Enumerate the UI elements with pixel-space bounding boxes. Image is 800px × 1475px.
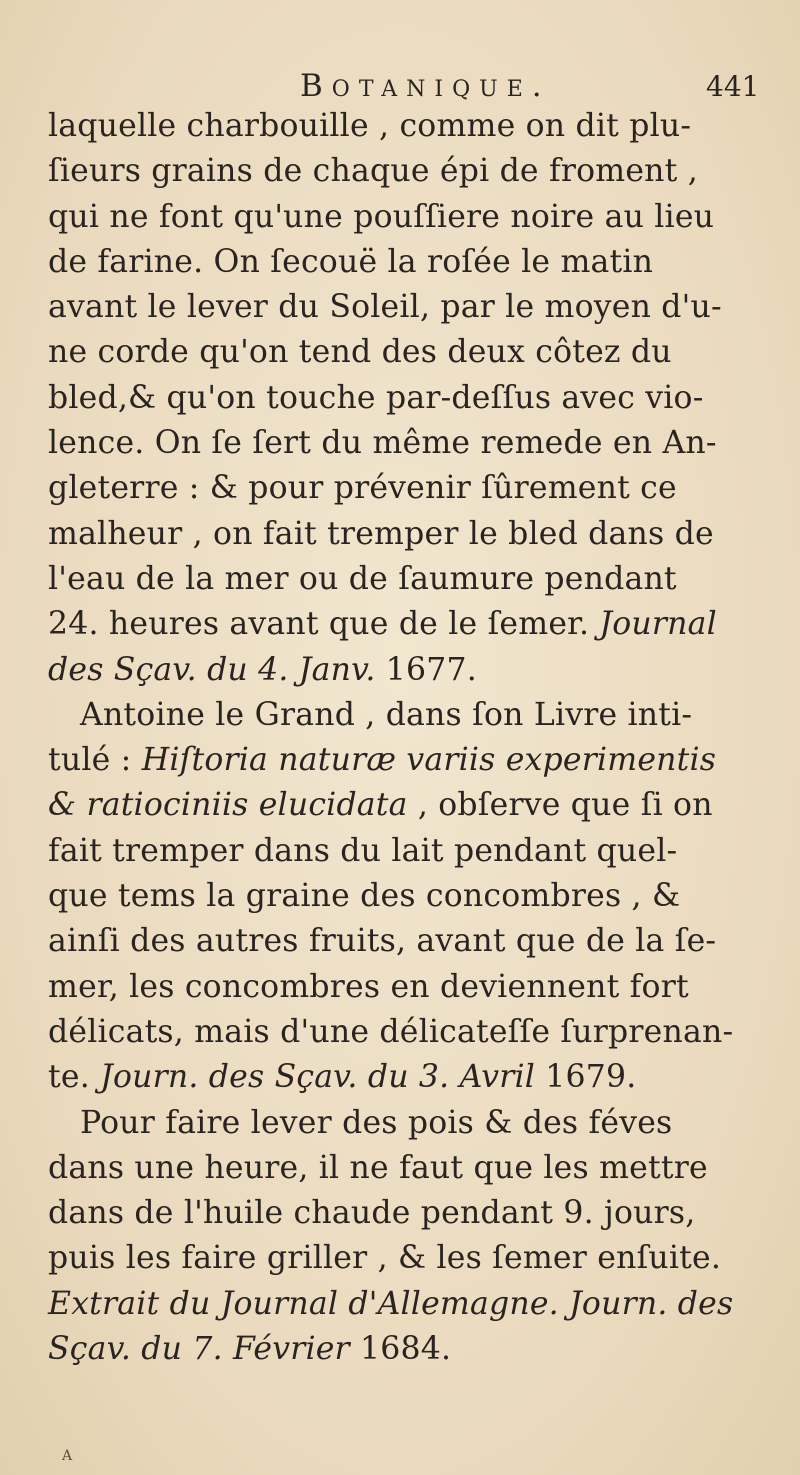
italic-citation: & ratiociniis elucidata — [48, 787, 408, 824]
text-line — [48, 376, 788, 421]
running-head — [0, 68, 800, 108]
text-segment: mer, les concombres en deviennent fort — [48, 968, 689, 1005]
text-segment: 1684. — [349, 1331, 452, 1368]
italic-citation: Journal — [599, 606, 717, 643]
text-line — [48, 512, 788, 557]
text-segment: de farine. On ſecouë la roſée le matin — [48, 243, 654, 280]
text-line — [48, 1327, 788, 1372]
italic-citation: Sçav. du 7. Février — [48, 1331, 350, 1368]
text-segment: dans de l'huile chaude pendant 9. jours, — [48, 1195, 696, 1232]
text-segment: avant le lever du Soleil, par le moyen d'u- — [48, 289, 722, 326]
italic-citation: Hiſtoria naturæ variis experimentis — [141, 742, 717, 779]
text-segment: te. — [48, 1059, 101, 1096]
text-segment: ſieurs grains de chaque épi de froment , — [48, 153, 698, 190]
signature-mark: A — [62, 1448, 73, 1464]
text-segment: lence. On ſe ſert du même remede en An- — [48, 425, 717, 462]
text-line — [48, 104, 788, 149]
text-segment: l'eau de la mer ou de ſaumure pendant — [48, 560, 677, 597]
text-segment: ainſi des autres fruits, avant que de la ſe- — [48, 923, 717, 960]
text-line — [48, 648, 788, 693]
text-segment: fait tremper dans du lait pendant quel- — [48, 832, 678, 869]
text-segment: 24. heures avant que de le ſemer. — [48, 606, 600, 643]
text-segment: bled,& qu'on touche par-deſſus avec vio- — [48, 379, 704, 416]
page-number: 441 — [706, 70, 760, 103]
text-line — [48, 874, 788, 919]
text-line — [48, 602, 788, 647]
text-segment: Antoine le Grand , dans ſon Livre inti- — [80, 696, 693, 733]
italic-citation: des Sçav. du 4. Janv. — [48, 651, 376, 688]
italic-citation: Extrait du Journal d'Allemagne. Journ. des — [48, 1285, 734, 1322]
text-segment: Pour faire lever des pois & des féves — [80, 1104, 673, 1141]
text-segment: 1677. — [375, 651, 477, 688]
text-line — [48, 466, 788, 511]
text-line — [48, 557, 788, 602]
text-line — [48, 1191, 788, 1236]
text-line — [48, 240, 788, 285]
text-line — [48, 738, 788, 783]
text-segment: tulé : — [48, 742, 142, 779]
text-segment: ne corde qu'on tend des deux côtez du — [48, 334, 672, 371]
text-segment: dans une heure, il ne faut que les mettre — [48, 1149, 708, 1186]
text-line — [48, 1146, 788, 1191]
text-line — [48, 330, 788, 375]
text-line — [48, 919, 788, 964]
text-line — [48, 1282, 788, 1327]
running-title: Botanique. — [300, 68, 551, 104]
text-line — [48, 1010, 788, 1055]
text-line — [48, 783, 788, 828]
text-segment: , obſerve que ſi on — [407, 787, 713, 824]
text-segment: que tems la graine des concombres , & — [48, 878, 681, 915]
text-line — [48, 1101, 788, 1146]
text-segment: délicats, mais d'une délicateſſe ſurprenan- — [48, 1013, 734, 1050]
text-line — [48, 285, 788, 330]
text-line — [48, 1055, 788, 1100]
text-segment: puis les faire griller , & les ſemer enſuite. — [48, 1240, 722, 1277]
text-segment: gleterre : & pour prévenir ſûrement ce — [48, 470, 677, 507]
text-line — [48, 195, 788, 240]
text-line — [48, 965, 788, 1010]
text-segment: malheur , on fait tremper le bled dans de — [48, 515, 714, 552]
text-line — [48, 149, 788, 194]
text-line — [48, 693, 788, 738]
text-segment: qui ne font qu'une pouſſiere noire au lieu — [48, 198, 715, 235]
text-line — [48, 1236, 788, 1281]
text-line — [48, 421, 788, 466]
body-text — [48, 104, 788, 1372]
text-segment: 1679. — [535, 1059, 637, 1096]
italic-citation: Journ. des Sçav. du 3. Avril — [100, 1059, 536, 1096]
text-segment: laquelle charbouille , comme on dit plu- — [48, 108, 692, 144]
text-line — [48, 829, 788, 874]
